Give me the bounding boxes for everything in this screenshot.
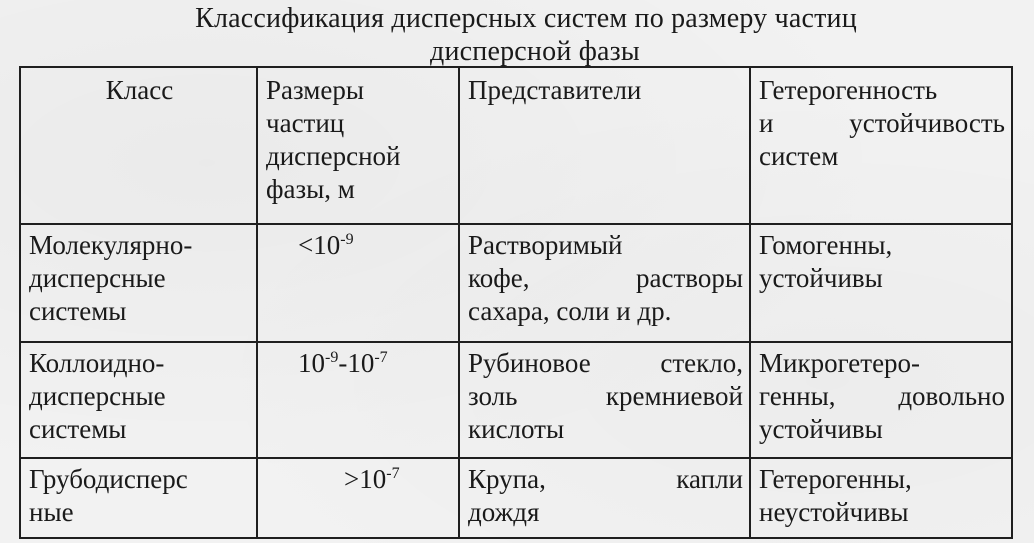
cell-size bbox=[257, 458, 459, 538]
cell-line: Молекулярно- bbox=[29, 230, 193, 260]
cell-line: устойчивы bbox=[759, 263, 883, 293]
cell-representatives bbox=[459, 342, 750, 458]
table-header-row bbox=[20, 67, 1012, 224]
header-stability-line: Гетерогенность bbox=[759, 75, 938, 105]
cell-line: неустойчивы bbox=[759, 497, 909, 527]
cell-line: Растворимый bbox=[468, 230, 623, 260]
cell-line bbox=[468, 262, 743, 295]
cell-stability bbox=[750, 458, 1012, 538]
cell-line bbox=[759, 380, 1005, 413]
cell-word: кофе, bbox=[468, 263, 530, 293]
cell-representatives bbox=[459, 224, 750, 342]
size-base: -10 bbox=[338, 348, 375, 378]
cell-class bbox=[20, 342, 257, 458]
header-representatives bbox=[459, 67, 750, 224]
cell-size bbox=[257, 224, 459, 342]
title-line-2: дисперсной фазы bbox=[430, 36, 640, 67]
header-stability-word: устойчивость bbox=[849, 108, 1005, 138]
header-stability bbox=[750, 67, 1012, 224]
cell-line bbox=[468, 347, 743, 380]
cell-line: устойчивы bbox=[759, 414, 883, 444]
cell-word: Рубиновое bbox=[468, 348, 591, 378]
size-base: 10 bbox=[298, 348, 325, 378]
cell-line: кислоты bbox=[468, 414, 565, 444]
header-size bbox=[257, 67, 459, 224]
cell-word: стекло, bbox=[660, 348, 743, 378]
header-size-line: фазы, м bbox=[266, 174, 355, 204]
title-line-1: Классификация дисперсных систем по размеру частиц bbox=[195, 3, 857, 34]
cell-line: Микрогетеро- bbox=[759, 348, 921, 378]
cell-stability bbox=[750, 224, 1012, 342]
header-size-line: Размеры bbox=[266, 75, 364, 105]
cell-line: Коллоидно- bbox=[29, 348, 165, 378]
size-exponent: -9 bbox=[325, 349, 339, 366]
size-exponent: -7 bbox=[374, 349, 388, 366]
cell-line: Гомогенны, bbox=[759, 230, 893, 260]
cell-word: генны, bbox=[759, 381, 836, 411]
header-stability-word: и bbox=[759, 108, 774, 138]
header-stability-line: систем bbox=[759, 141, 839, 171]
cell-word: золь bbox=[468, 381, 518, 411]
size-base: >10 bbox=[344, 464, 387, 494]
cell-size bbox=[257, 342, 459, 458]
header-size-line: дисперсной bbox=[266, 141, 401, 171]
cell-class bbox=[20, 224, 257, 342]
cell-line: Гетерогенны, bbox=[759, 464, 912, 494]
cell-line: Грубодисперс bbox=[29, 464, 188, 494]
size-exponent: -9 bbox=[340, 231, 354, 248]
header-class bbox=[20, 67, 257, 224]
cell-word: Крупа, bbox=[468, 464, 546, 494]
cell-line: системы bbox=[29, 296, 127, 326]
cell-line: сахара, соли и др. bbox=[468, 296, 672, 326]
header-class-label: Класс bbox=[105, 75, 174, 105]
page-title bbox=[0, 2, 1034, 68]
cell-line: ные bbox=[29, 497, 74, 527]
cell-representatives bbox=[459, 458, 750, 538]
cell-class bbox=[20, 458, 257, 538]
size-base: <10 bbox=[298, 230, 341, 260]
table-row bbox=[20, 224, 1012, 342]
header-representatives-label: Представители bbox=[468, 75, 642, 105]
header-stability-line bbox=[759, 107, 1005, 140]
cell-stability bbox=[750, 342, 1012, 458]
table-row bbox=[20, 342, 1012, 458]
cell-word: кремниевой bbox=[605, 381, 743, 411]
size-exponent: -7 bbox=[386, 465, 400, 482]
cell-word: капли bbox=[676, 464, 743, 494]
header-size-line: частиц bbox=[266, 108, 345, 138]
cell-line: дождя bbox=[468, 497, 540, 527]
cell-word: растворы bbox=[636, 263, 743, 293]
cell-line: дисперсные bbox=[29, 263, 166, 293]
cell-line bbox=[468, 463, 743, 496]
cell-line: дисперсные bbox=[29, 381, 166, 411]
cell-word: довольно bbox=[898, 381, 1005, 411]
classification-table bbox=[19, 66, 1013, 539]
table-row bbox=[20, 458, 1012, 538]
cell-line bbox=[468, 380, 743, 413]
cell-line: системы bbox=[29, 414, 127, 444]
